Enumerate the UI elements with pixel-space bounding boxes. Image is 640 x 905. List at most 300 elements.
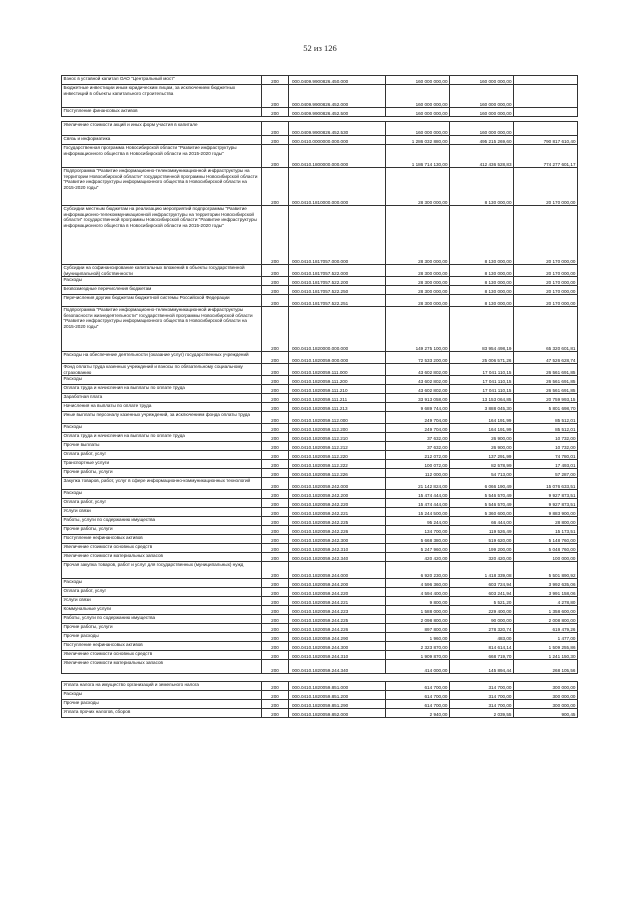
row-value-2-cell: 314 700,00 xyxy=(450,682,514,691)
row-value-1-cell: 15 244 500,00 xyxy=(386,508,450,517)
row-code-cell: 200 xyxy=(262,642,289,651)
row-value-2-cell: 278 320,74 xyxy=(450,624,514,633)
table-row xyxy=(62,562,578,579)
row-code-cell: 200 xyxy=(262,615,289,624)
row-name-cell: Расходы xyxy=(62,579,262,588)
row-value-2-cell: 229 400,00 xyxy=(450,606,514,615)
row-code-cell: 200 xyxy=(262,478,289,490)
row-kbk-cell: 000.0410.1817057.522.250 xyxy=(289,286,386,295)
row-name-cell: Оплата работ, услуг xyxy=(62,588,262,597)
row-value-3-cell: 4 278,80 xyxy=(514,597,578,606)
row-value-2-cell: 603 241,94 xyxy=(450,588,514,597)
row-value-2-cell: 5 546 570,49 xyxy=(450,499,514,508)
row-value-3-cell: 10 732,00 xyxy=(514,442,578,451)
row-value-3-cell: 5 048 760,00 xyxy=(514,544,578,553)
row-name-cell: Расходы на обеспечение деятельности (оказание услуг) государственных учреждений xyxy=(62,352,262,364)
row-value-2-cell: 17 041 110,15 xyxy=(450,376,514,385)
row-value-3-cell: 10 732,00 xyxy=(514,433,578,442)
row-name-cell: Коммунальные услуги xyxy=(62,606,262,615)
row-value-3-cell: 900,45 xyxy=(514,709,578,718)
row-kbk-cell: 000.0410.1820059.851.000 xyxy=(289,682,386,691)
row-value-2-cell: 814 614,14 xyxy=(450,642,514,651)
row-code-cell: 200 xyxy=(262,122,289,136)
row-kbk-cell: 000.0410.1820059.242.225 xyxy=(289,517,386,526)
row-value-2-cell: 8 130 000,00 xyxy=(450,295,514,307)
row-name-cell: Взнос в уставной капитал ОАО "Центральный мост" xyxy=(62,76,262,85)
row-value-3-cell: 65 320 601,81 xyxy=(514,307,578,352)
row-code-cell: 200 xyxy=(262,424,289,433)
row-value-2-cell: 8 130 000,00 xyxy=(450,265,514,277)
table-row xyxy=(62,385,578,394)
row-value-2-cell: 66 444,00 xyxy=(450,517,514,526)
row-code-cell: 200 xyxy=(262,307,289,352)
table-row xyxy=(62,412,578,424)
row-kbk-cell: 000.0410.1820059.242.300 xyxy=(289,535,386,544)
row-value-3-cell: 26 561 691,85 xyxy=(514,385,578,394)
row-value-1-cell: 9 800,00 xyxy=(386,597,450,606)
row-value-3-cell xyxy=(514,122,578,136)
row-kbk-cell: 000.0410.1820059.852.000 xyxy=(289,709,386,718)
row-kbk-cell: 000.0410.1820059.244.340 xyxy=(289,660,386,674)
row-kbk-cell: 000.0410.1820059.242.200 xyxy=(289,490,386,499)
row-value-3-cell xyxy=(514,108,578,117)
row-value-2-cell: 199 200,00 xyxy=(450,544,514,553)
row-kbk-cell: 000.0410.1820059.111.213 xyxy=(289,403,386,412)
row-value-3-cell: 20 170 000,00 xyxy=(514,277,578,286)
table-row xyxy=(62,403,578,412)
row-name-cell: Прочая закупка товаров, работ и услуг для государственных (муниципальных) нужд xyxy=(62,562,262,579)
row-value-2-cell: 5 360 600,00 xyxy=(450,508,514,517)
row-value-2-cell: 83 954 498,19 xyxy=(450,307,514,352)
row-value-1-cell: 28 300 000,00 xyxy=(386,168,450,206)
table-row xyxy=(62,624,578,633)
row-value-1-cell: 1 909 870,00 xyxy=(386,651,450,660)
row-name-cell: Увеличение стоимости основных средств xyxy=(62,544,262,553)
row-value-2-cell: 160 000 000,00 xyxy=(450,122,514,136)
table-row xyxy=(62,597,578,606)
table-row xyxy=(62,206,578,265)
row-kbk-cell: 000.0410.1820059.244.290 xyxy=(289,633,386,642)
table-row xyxy=(62,642,578,651)
row-value-1-cell: 28 300 000,00 xyxy=(386,206,450,265)
row-value-2-cell: 314 700,00 xyxy=(450,700,514,709)
row-value-3-cell: 9 883 900,00 xyxy=(514,508,578,517)
row-name-cell: Уплата прочих налогов, сборов xyxy=(62,709,262,718)
row-kbk-cell: 000.0409.9900826.452.530 xyxy=(289,122,386,136)
table-row xyxy=(62,394,578,403)
row-code-cell: 200 xyxy=(262,682,289,691)
row-kbk-cell: 000.0410.1820059.242.310 xyxy=(289,544,386,553)
table-row xyxy=(62,478,578,490)
table-row xyxy=(62,352,578,364)
table-row xyxy=(62,364,578,376)
row-value-2-cell: 160 000 000,00 xyxy=(450,85,514,108)
row-kbk-cell: 000.0410.1820059.244.223 xyxy=(289,606,386,615)
row-value-2-cell: 668 719,70 xyxy=(450,651,514,660)
row-name-cell: Увеличение стоимости акций и иных форм участия в капитале xyxy=(62,122,262,136)
row-kbk-cell: 000.0410.1820059.244.226 xyxy=(289,624,386,633)
row-name-cell: Прочие работы, услуги xyxy=(62,624,262,633)
row-kbk-cell: 000.0409.9900826.452.500 xyxy=(289,108,386,117)
row-kbk-cell: 000.0410.1817057.522.251 xyxy=(289,295,386,307)
row-value-1-cell: 6 920 230,00 xyxy=(386,562,450,579)
table-row xyxy=(62,508,578,517)
row-value-3-cell: 9 927 873,51 xyxy=(514,490,578,499)
row-code-cell: 200 xyxy=(262,709,289,718)
table-row xyxy=(62,651,578,660)
row-value-1-cell: 414 000,00 xyxy=(386,660,450,674)
row-value-3-cell: 1 509 255,86 xyxy=(514,642,578,651)
row-name-cell: Подпрограмма "Развитие информационно-телекоммуникационной инфраструктуры безопасности жизнедеятельности" государственной программы Новосибирской области "Развитие инфраструктуры информационного общества в Новосибирской области на 2015-2020 годы" xyxy=(62,307,262,352)
row-name-cell: Увеличение стоимости материальных запасов xyxy=(62,660,262,674)
row-name-cell: Перечисления другим бюджетам бюджетной системы Российской Федерации xyxy=(62,295,262,307)
row-value-2-cell: 13 153 064,85 xyxy=(450,394,514,403)
row-value-3-cell: 85 512,01 xyxy=(514,412,578,424)
row-name-cell: Увеличение стоимости основных средств xyxy=(62,651,262,660)
row-name-cell: Фонд оплаты труда казенных учреждений и взносы по обязательному социальному страхованию xyxy=(62,364,262,376)
row-value-3-cell: 774 277 601,17 xyxy=(514,145,578,168)
row-value-2-cell: 137 291,99 xyxy=(450,451,514,460)
row-value-1-cell: 149 275 100,00 xyxy=(386,307,450,352)
table-row xyxy=(62,633,578,642)
row-value-2-cell: 17 041 110,15 xyxy=(450,385,514,394)
row-value-3-cell: 5 501 890,92 xyxy=(514,562,578,579)
row-code-cell: 200 xyxy=(262,597,289,606)
row-value-1-cell: 897 800,00 xyxy=(386,624,450,633)
row-name-cell: Поступление нефинансовых активов xyxy=(62,535,262,544)
row-code-cell: 200 xyxy=(262,385,289,394)
row-kbk-cell: 000.0410.1820059.112.212 xyxy=(289,442,386,451)
row-code-cell: 200 xyxy=(262,145,289,168)
row-name-cell: Субсидии на софинансирование капитальных вложений в объекты государственной (муниципальной) собственности xyxy=(62,265,262,277)
row-name-cell: Работы, услуги по содержанию имущества xyxy=(62,517,262,526)
row-code-cell: 200 xyxy=(262,433,289,442)
row-value-1-cell: 614 700,00 xyxy=(386,682,450,691)
row-kbk-cell: 000.0410.1820059.242.340 xyxy=(289,553,386,562)
row-name-cell: Прочие работы, услуги xyxy=(62,526,262,535)
row-value-2-cell: 2 039,55 xyxy=(450,709,514,718)
table-row xyxy=(62,700,578,709)
row-value-2-cell: 320 420,00 xyxy=(450,553,514,562)
row-code-cell: 200 xyxy=(262,206,289,265)
table-row xyxy=(62,145,578,168)
row-value-2-cell: 8 130 000,00 xyxy=(450,286,514,295)
row-value-2-cell: 483,00 xyxy=(450,633,514,642)
row-name-cell: Прочие работы, услуги xyxy=(62,469,262,478)
row-code-cell: 200 xyxy=(262,412,289,424)
row-value-2-cell: 8 130 000,00 xyxy=(450,168,514,206)
row-value-1-cell: 160 000 000,00 xyxy=(386,85,450,108)
table-row xyxy=(62,691,578,700)
row-value-1-cell: 212 072,00 xyxy=(386,451,450,460)
row-value-2-cell: 519 620,00 xyxy=(450,535,514,544)
row-kbk-cell: 000.0410.1810000.000.000 xyxy=(289,168,386,206)
row-value-3-cell xyxy=(514,85,578,108)
row-value-2-cell: 26 900,00 xyxy=(450,433,514,442)
row-kbk-cell: 000.0409.9900826.450.000 xyxy=(289,76,386,85)
row-value-1-cell: 100 072,00 xyxy=(386,460,450,469)
row-value-2-cell: 160 000 000,00 xyxy=(450,76,514,85)
row-name-cell: Услуги связи xyxy=(62,508,262,517)
row-value-1-cell: 112 000,00 xyxy=(386,469,450,478)
row-value-3-cell: 1 358 600,00 xyxy=(514,606,578,615)
row-name-cell: Безвозмездные перечисления бюджетам xyxy=(62,286,262,295)
row-code-cell: 200 xyxy=(262,76,289,85)
table-row xyxy=(62,451,578,460)
row-name-cell: Государственная программа Новосибирской области "Развитие инфраструктуры информационного общества в Новосибирской области на 2015-2020 годы" xyxy=(62,145,262,168)
row-value-2-cell: 54 713,00 xyxy=(450,469,514,478)
row-value-3-cell: 1 241 150,30 xyxy=(514,651,578,660)
row-value-1-cell: 614 700,00 xyxy=(386,700,450,709)
row-value-2-cell: 8 130 000,00 xyxy=(450,277,514,286)
table-row xyxy=(62,544,578,553)
row-value-1-cell: 2 940,00 xyxy=(386,709,450,718)
row-code-cell: 200 xyxy=(262,700,289,709)
row-name-cell: Поступление нефинансовых активов xyxy=(62,642,262,651)
row-value-1-cell: 9 689 744,00 xyxy=(386,403,450,412)
table-row xyxy=(62,122,578,136)
row-code-cell: 200 xyxy=(262,490,289,499)
table-row xyxy=(62,307,578,352)
row-code-cell: 200 xyxy=(262,460,289,469)
row-value-3-cell xyxy=(514,76,578,85)
budget-table xyxy=(61,75,578,718)
row-value-3-cell: 28 800,00 xyxy=(514,517,578,526)
row-code-cell: 200 xyxy=(262,108,289,117)
row-code-cell: 200 xyxy=(262,606,289,615)
row-value-1-cell: 37 632,00 xyxy=(386,442,450,451)
row-kbk-cell: 000.0410.1820059.244.200 xyxy=(289,579,386,588)
row-kbk-cell: 000.0410.1820059.242.221 xyxy=(289,508,386,517)
row-name-cell: Увеличение стоимости материальных запасов xyxy=(62,553,262,562)
budget-table-body xyxy=(62,76,578,718)
row-code-cell: 200 xyxy=(262,364,289,376)
row-value-1-cell: 43 602 802,00 xyxy=(386,364,450,376)
row-name-cell: Расходы xyxy=(62,424,262,433)
row-code-cell: 200 xyxy=(262,544,289,553)
table-row xyxy=(62,85,578,108)
row-name-cell: Оплата труда и начисления на выплаты по оплате труда xyxy=(62,385,262,394)
row-value-2-cell: 314 700,00 xyxy=(450,691,514,700)
row-value-3-cell: 100 000,00 xyxy=(514,553,578,562)
table-row xyxy=(62,499,578,508)
row-value-2-cell: 164 191,99 xyxy=(450,412,514,424)
row-name-cell: Субсидии местным бюджетам на реализацию мероприятий подпрограммы "Развитие информационно-телекоммуникационной инфраструктуры на территории Новосибирской области" государственной программы Новосибирской области "Развитие инфраструктуры информационного общества в Новосибирской области на 2015-2020 годы" xyxy=(62,206,262,265)
table-row xyxy=(62,588,578,597)
table-row xyxy=(62,660,578,674)
row-kbk-cell: 000.0410.1820059.242.220 xyxy=(289,499,386,508)
row-kbk-cell: 000.0410.1820059.242.000 xyxy=(289,478,386,490)
spacer-cell xyxy=(62,674,578,682)
row-name-cell: Бюджетные инвестиции иным юридическим лицам, за исключением бюджетных инвестиций в объекты капитального строительства xyxy=(62,85,262,108)
row-value-2-cell: 82 578,99 xyxy=(450,460,514,469)
table-row xyxy=(62,277,578,286)
row-kbk-cell: 000.0410.1820059.112.220 xyxy=(289,451,386,460)
row-value-2-cell: 26 900,00 xyxy=(450,442,514,451)
row-value-3-cell: 20 170 000,00 xyxy=(514,265,578,277)
table-row xyxy=(62,108,578,117)
row-value-3-cell: 300 000,00 xyxy=(514,700,578,709)
row-value-1-cell: 28 300 000,00 xyxy=(386,277,450,286)
row-value-1-cell: 28 300 000,00 xyxy=(386,265,450,277)
row-value-3-cell: 26 561 691,85 xyxy=(514,376,578,385)
row-value-3-cell: 57 287,00 xyxy=(514,469,578,478)
row-code-cell: 200 xyxy=(262,168,289,206)
page-number-header: 52 из 126 xyxy=(303,43,337,53)
table-row xyxy=(62,424,578,433)
table-row xyxy=(62,682,578,691)
row-value-1-cell: 33 913 058,00 xyxy=(386,394,450,403)
row-name-cell: Расходы xyxy=(62,691,262,700)
table-row xyxy=(62,168,578,206)
row-code-cell: 200 xyxy=(262,442,289,451)
row-value-3-cell: 20 759 993,15 xyxy=(514,394,578,403)
row-name-cell: Поступление финансовых активов xyxy=(62,108,262,117)
row-kbk-cell: 000.0410.1820059.851.290 xyxy=(289,700,386,709)
row-kbk-cell: 000.0410.1820059.112.210 xyxy=(289,433,386,442)
row-value-1-cell: 4 596 360,00 xyxy=(386,579,450,588)
row-code-cell: 200 xyxy=(262,553,289,562)
row-value-3-cell: 20 170 000,00 xyxy=(514,286,578,295)
row-value-2-cell: 90 000,00 xyxy=(450,615,514,624)
row-value-1-cell: 43 602 802,00 xyxy=(386,385,450,394)
row-code-cell: 200 xyxy=(262,526,289,535)
table-row xyxy=(62,376,578,385)
row-value-3-cell: 15 173,51 xyxy=(514,526,578,535)
row-code-cell: 200 xyxy=(262,352,289,364)
table-row xyxy=(62,709,578,718)
row-value-3-cell: 47 526 628,74 xyxy=(514,352,578,364)
row-code-cell: 200 xyxy=(262,624,289,633)
row-name-cell: Прочие расходы xyxy=(62,633,262,642)
row-value-2-cell: 412 436 528,83 xyxy=(450,145,514,168)
row-value-2-cell: 603 724,94 xyxy=(450,579,514,588)
row-value-3-cell: 20 170 000,00 xyxy=(514,295,578,307)
row-kbk-cell: 000.0410.1820059.111.210 xyxy=(289,385,386,394)
row-code-cell: 200 xyxy=(262,535,289,544)
row-kbk-cell: 000.0410.1820059.242.226 xyxy=(289,526,386,535)
row-code-cell: 200 xyxy=(262,286,289,295)
row-kbk-cell: 000.0410.1820059.244.220 xyxy=(289,588,386,597)
row-name-cell: Оплата работ, услуг xyxy=(62,451,262,460)
row-code-cell: 200 xyxy=(262,403,289,412)
row-value-1-cell: 15 474 444,00 xyxy=(386,490,450,499)
row-value-2-cell: 119 526,49 xyxy=(450,526,514,535)
row-kbk-cell: 000.0410.1817057.522.000 xyxy=(289,265,386,277)
table-row xyxy=(62,76,578,85)
row-value-1-cell: 1 588 000,00 xyxy=(386,606,450,615)
row-value-3-cell: 15 076 633,51 xyxy=(514,478,578,490)
table-row xyxy=(62,517,578,526)
row-kbk-cell: 000.0410.1820059.112.222 xyxy=(289,460,386,469)
row-value-2-cell: 5 546 570,49 xyxy=(450,490,514,499)
table-row xyxy=(62,295,578,307)
row-value-1-cell: 249 704,00 xyxy=(386,424,450,433)
row-name-cell: Закупка товаров, работ, услуг в сфере информационно-коммуникационных технологий xyxy=(62,478,262,490)
row-name-cell: Оплата работ, услуг xyxy=(62,499,262,508)
table-row xyxy=(62,460,578,469)
row-value-1-cell: 160 000 000,00 xyxy=(386,76,450,85)
row-code-cell: 200 xyxy=(262,588,289,597)
table-row xyxy=(62,615,578,624)
row-value-3-cell: 300 000,00 xyxy=(514,691,578,700)
row-kbk-cell: 000.0410.0000000.000.000 xyxy=(289,136,386,145)
row-code-cell: 200 xyxy=(262,651,289,660)
row-value-3-cell: 26 561 691,85 xyxy=(514,364,578,376)
table-row xyxy=(62,526,578,535)
row-value-3-cell: 5 801 698,70 xyxy=(514,403,578,412)
row-kbk-cell: 000.0410.1820059.111.211 xyxy=(289,394,386,403)
row-value-2-cell: 5 521,20 xyxy=(450,597,514,606)
row-value-2-cell: 160 000 000,00 xyxy=(450,108,514,117)
row-value-3-cell: 3 991 158,06 xyxy=(514,588,578,597)
row-name-cell: Работы, услуги по содержанию имущества xyxy=(62,615,262,624)
row-name-cell: Начисления на выплаты по оплате труда xyxy=(62,403,262,412)
row-name-cell: Расходы xyxy=(62,277,262,286)
row-value-3-cell: 268 105,56 xyxy=(514,660,578,674)
row-value-2-cell: 145 894,44 xyxy=(450,660,514,674)
row-value-1-cell: 28 300 000,00 xyxy=(386,295,450,307)
row-code-cell: 200 xyxy=(262,265,289,277)
row-value-2-cell: 3 888 045,30 xyxy=(450,403,514,412)
row-value-3-cell: 5 148 760,00 xyxy=(514,535,578,544)
table-row xyxy=(62,433,578,442)
table-row xyxy=(62,136,578,145)
row-code-cell: 200 xyxy=(262,469,289,478)
row-name-cell: Транспортные услуги xyxy=(62,460,262,469)
row-kbk-cell: 000.0410.1820059.000.000 xyxy=(289,352,386,364)
row-value-2-cell: 8 130 000,00 xyxy=(450,206,514,265)
table-row xyxy=(62,606,578,615)
row-value-2-cell: 6 066 190,49 xyxy=(450,478,514,490)
row-value-3-cell: 300 000,00 xyxy=(514,682,578,691)
row-kbk-cell: 000.0410.1820059.851.200 xyxy=(289,691,386,700)
table-row xyxy=(62,469,578,478)
row-value-1-cell: 134 700,00 xyxy=(386,526,450,535)
row-code-cell: 200 xyxy=(262,394,289,403)
row-value-1-cell: 15 474 444,00 xyxy=(386,499,450,508)
row-value-1-cell: 1 960,00 xyxy=(386,633,450,642)
row-value-3-cell: 20 170 000,00 xyxy=(514,168,578,206)
table-row xyxy=(62,553,578,562)
row-value-1-cell: 21 142 824,00 xyxy=(386,478,450,490)
row-kbk-cell: 000.0410.1817057.000.000 xyxy=(289,206,386,265)
table-row xyxy=(62,490,578,499)
row-kbk-cell: 000.0410.1820059.244.221 xyxy=(289,597,386,606)
row-code-cell: 200 xyxy=(262,691,289,700)
table-row xyxy=(62,442,578,451)
row-name-cell: Оплата труда и начисления на выплаты по оплате труда xyxy=(62,433,262,442)
row-value-3-cell: 1 477,00 xyxy=(514,633,578,642)
row-name-cell: Уплата налога на имущество организаций и земельного налога xyxy=(62,682,262,691)
row-value-1-cell: 5 668 380,00 xyxy=(386,535,450,544)
row-code-cell: 200 xyxy=(262,517,289,526)
row-value-3-cell: 2 008 800,00 xyxy=(514,615,578,624)
table-row xyxy=(62,579,578,588)
row-value-3-cell: 85 512,01 xyxy=(514,424,578,433)
row-value-1-cell: 4 594 400,00 xyxy=(386,588,450,597)
row-value-1-cell: 2 323 870,00 xyxy=(386,642,450,651)
row-name-cell: Заработная плата xyxy=(62,394,262,403)
row-kbk-cell: 000.0410.1820059.244.310 xyxy=(289,651,386,660)
row-value-2-cell: 25 006 571,26 xyxy=(450,352,514,364)
row-value-1-cell: 614 700,00 xyxy=(386,691,450,700)
row-value-1-cell: 43 602 802,00 xyxy=(386,376,450,385)
row-kbk-cell: 000.0410.1820059.112.200 xyxy=(289,424,386,433)
row-name-cell: Расходы xyxy=(62,490,262,499)
row-spacer xyxy=(62,674,578,682)
row-code-cell: 200 xyxy=(262,136,289,145)
